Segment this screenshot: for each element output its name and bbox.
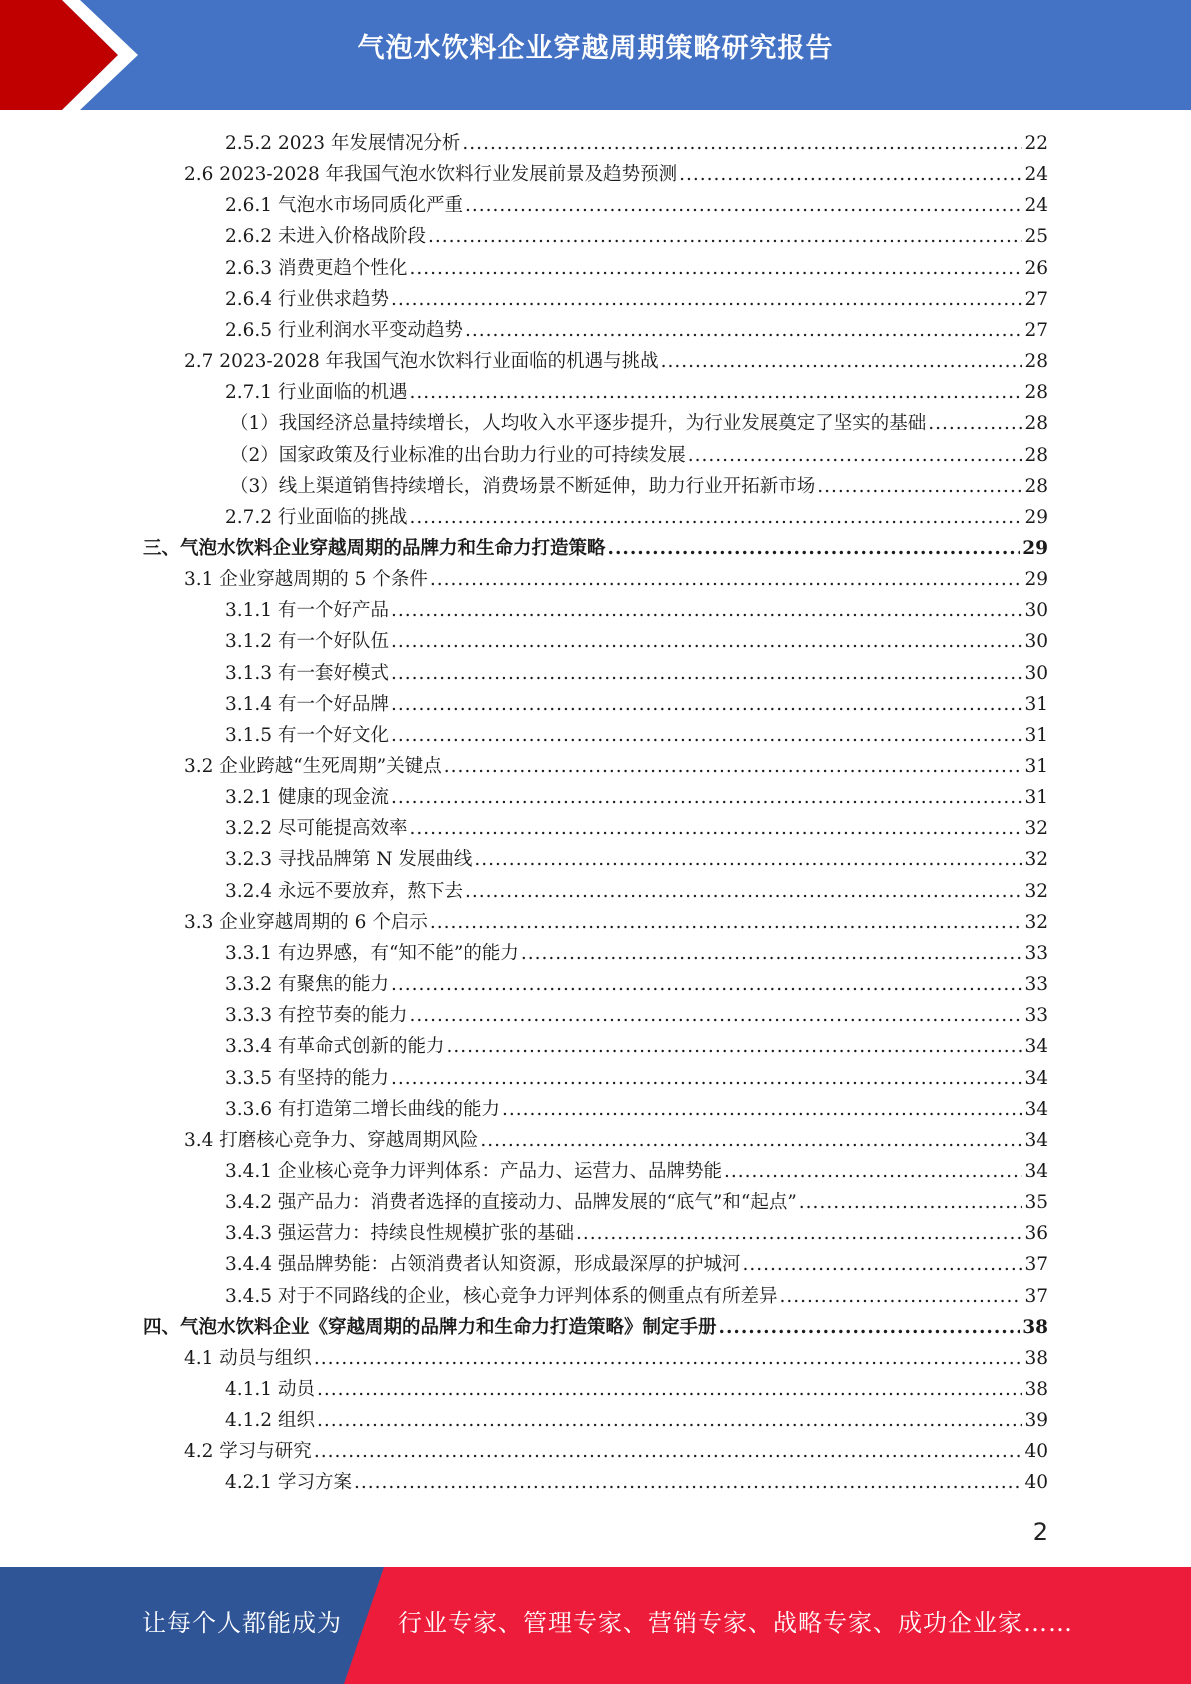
toc-entry-title: 3.3.5 有坚持的能力: [225, 1067, 389, 1089]
toc-entry-page: 27: [1024, 319, 1048, 341]
toc-dot-leader: [679, 159, 1022, 190]
toc-entry[interactable]: [225, 782, 1048, 813]
toc-entry-title: 3.4.2 强产品力：消费者选择的直接动力、品牌发展的“底气”和“起点”: [225, 1192, 797, 1214]
toc-dot-leader: [462, 128, 1022, 159]
toc-entry-page: 31: [1024, 756, 1048, 777]
toc-entry[interactable]: [225, 377, 1048, 408]
toc-dot-leader: [724, 1156, 1022, 1187]
toc-entry-title: （1）我国经济总量持续增长，人均收入水平逐步提升，为行业发展奠定了坚实的基础: [230, 413, 927, 435]
toc-dot-leader: [779, 1281, 1022, 1312]
toc-entry-page: 33: [1024, 942, 1048, 964]
toc-entry-title: 3.2.4 永远不要放弃，熬下去: [225, 880, 463, 902]
toc-entry-title: 3.3.6 有打造第二增长曲线的能力: [225, 1098, 500, 1120]
toc-entry-title: （2）国家政策及行业标准的出台助力行业的可持续发展: [230, 444, 686, 466]
page-footer: [0, 1567, 1191, 1684]
report-title: 气泡水饮料企业穿越周期策略研究报告: [357, 33, 834, 64]
toc-entry[interactable]: [225, 626, 1048, 657]
toc-entry-page: 34: [1024, 1036, 1048, 1058]
toc-dot-leader: [608, 533, 1021, 564]
toc-dot-leader: [391, 1063, 1022, 1094]
toc-entry[interactable]: [225, 689, 1048, 720]
toc-dot-leader: [354, 1467, 1023, 1498]
toc-entry-page: 38: [1024, 1347, 1048, 1369]
toc-entry-page: 27: [1024, 288, 1048, 310]
toc-entry[interactable]: [225, 969, 1048, 1000]
toc-entry-page: 29: [1022, 537, 1048, 559]
toc-entry[interactable]: [225, 1467, 1048, 1498]
toc-entry-title: 2.7 2023-2028 年我国气泡水饮料行业面临的机遇与挑战: [184, 351, 659, 373]
toc-dot-leader: [409, 813, 1022, 844]
toc-dot-leader: [391, 720, 1022, 751]
toc-entry-page: 33: [1024, 974, 1048, 996]
toc-entry-title: 四、气泡水饮料企业《穿越周期的品牌力和生命力打造策略》制定手册: [143, 1316, 717, 1338]
toc-entry-page: 40: [1024, 1441, 1048, 1463]
toc-dot-leader: [465, 315, 1022, 346]
toc-entry-title: 3.1.4 有一个好品牌: [225, 693, 389, 715]
toc-dot-leader: [817, 471, 1022, 502]
toc-entry[interactable]: [184, 564, 1048, 595]
toc-entry-page: 28: [1024, 351, 1048, 373]
toc-entry-title: 3.3 企业穿越周期的 6 个启示: [184, 911, 428, 933]
toc-entry-title: 3.2.1 健康的现金流: [225, 787, 389, 809]
toc-entry[interactable]: [230, 408, 1048, 439]
toc-entry-title: 4.2.1 学习方案: [225, 1472, 352, 1494]
toc-entry-title: 3.4.1 企业核心竞争力评判体系：产品力、运营力、品牌势能: [225, 1160, 722, 1182]
toc-entry-page: 25: [1024, 226, 1048, 248]
toc-entry[interactable]: [184, 907, 1048, 938]
toc-dot-leader: [928, 408, 1022, 439]
toc-entry[interactable]: [225, 221, 1048, 252]
toc-entry-page: 37: [1024, 1254, 1048, 1276]
toc-dot-leader: [391, 595, 1022, 626]
page-number: 2: [1032, 1518, 1048, 1546]
toc-entry-page: 33: [1024, 1005, 1048, 1027]
toc-entry[interactable]: [143, 1312, 1048, 1343]
toc-entry-title: 2.6.3 消费更趋个性化: [225, 257, 408, 279]
toc-dot-leader: [446, 1031, 1022, 1062]
toc-entry[interactable]: [225, 876, 1048, 907]
toc-entry-page: 34: [1024, 1160, 1048, 1182]
toc-entry-title: 2.6.2 未进入价格战阶段: [225, 226, 426, 248]
toc-entry[interactable]: [184, 751, 1048, 782]
toc-entry[interactable]: [225, 1374, 1048, 1405]
footer-slogan-left: 让每个人都能成为: [142, 1609, 342, 1637]
toc-entry-page: 26: [1024, 257, 1048, 279]
toc-entry-title: 2.6.4 行业供求趋势: [225, 288, 389, 310]
toc-entry[interactable]: [225, 844, 1048, 875]
toc-dot-leader: [391, 782, 1022, 813]
toc-entry-title: 3.4.5 对于不同路线的企业，核心竞争力评判体系的侧重点有所差异: [225, 1285, 778, 1307]
toc-entry-page: 30: [1024, 631, 1048, 653]
toc-dot-leader: [521, 938, 1023, 969]
toc-entry-title: 3.3.2 有聚焦的能力: [225, 974, 389, 996]
toc-entry-page: 28: [1024, 475, 1048, 497]
toc-entry-title: 3.3.4 有革命式创新的能力: [225, 1036, 445, 1058]
toc-dot-leader: [576, 1218, 1022, 1249]
toc-entry[interactable]: [184, 1343, 1048, 1374]
toc-entry[interactable]: [225, 253, 1048, 284]
toc-entry[interactable]: [225, 1000, 1048, 1031]
toc-dot-leader: [314, 1343, 1023, 1374]
toc-entry[interactable]: [225, 720, 1048, 751]
toc-entry-page: 40: [1024, 1472, 1048, 1494]
toc-entry[interactable]: [225, 502, 1048, 533]
toc-entry-title: 4.1.2 组织: [225, 1410, 315, 1432]
toc-entry[interactable]: [225, 128, 1048, 159]
toc-entry-page: 24: [1024, 195, 1048, 217]
toc-entry-page: 34: [1024, 1129, 1048, 1151]
toc-entry-title: 3.1.2 有一个好队伍: [225, 631, 389, 653]
toc-dot-leader: [661, 346, 1023, 377]
toc-entry-page: 31: [1024, 693, 1048, 715]
toc-entry[interactable]: [225, 284, 1048, 315]
toc-entry[interactable]: [230, 471, 1048, 502]
toc-entry[interactable]: [225, 1156, 1048, 1187]
toc-entry-title: 4.1.1 动员: [225, 1379, 315, 1400]
toc-entry-page: 28: [1024, 444, 1048, 466]
toc-entry-page: 28: [1024, 382, 1048, 404]
toc-dot-leader: [688, 440, 1023, 471]
toc-entry[interactable]: [225, 813, 1048, 844]
toc-dot-leader: [409, 502, 1022, 533]
toc-entry[interactable]: [225, 938, 1048, 969]
toc-entry-page: 35: [1024, 1192, 1048, 1214]
toc-entry-title: 4.2 学习与研究: [184, 1441, 312, 1463]
toc-entry-title: 3.2 企业跨越“生死周期”关键点: [184, 756, 442, 777]
toc-entry[interactable]: [184, 159, 1048, 190]
toc-entry[interactable]: [225, 1405, 1048, 1436]
toc-dot-leader: [465, 876, 1022, 907]
toc-entry-page: 37: [1024, 1285, 1048, 1307]
toc-entry[interactable]: [143, 533, 1048, 564]
toc-dot-leader: [474, 844, 1022, 875]
toc-entry-page: 30: [1024, 662, 1048, 684]
toc-entry[interactable]: [230, 440, 1048, 471]
toc-entry-page: 29: [1024, 506, 1048, 528]
toc-entry[interactable]: [184, 346, 1048, 377]
toc-dot-leader: [391, 658, 1022, 689]
toc-dot-leader: [719, 1312, 1021, 1343]
toc-entry-page: 38: [1024, 1379, 1048, 1400]
toc-dot-leader: [480, 1125, 1022, 1156]
toc-entry-title: 3.3.1 有边界感，有“知不能”的能力: [225, 942, 519, 964]
footer-slogan-right: 行业专家、管理专家、营销专家、战略专家、成功企业家……: [398, 1609, 1073, 1637]
toc-dot-leader: [409, 1000, 1022, 1031]
toc-dot-leader: [502, 1094, 1022, 1125]
toc-dot-leader: [465, 190, 1022, 221]
toc-entry[interactable]: [225, 1218, 1048, 1249]
toc-entry[interactable]: [184, 1125, 1048, 1156]
toc-entry-title: 2.7.2 行业面临的挑战: [225, 506, 408, 528]
page-header: [0, 0, 1191, 110]
toc-entry-page: 32: [1024, 818, 1048, 840]
toc-dot-leader: [391, 969, 1022, 1000]
toc-entry-title: （3）线上渠道销售持续增长，消费场景不断延伸，助力行业开拓新市场: [230, 475, 816, 497]
toc-entry-page: 34: [1024, 1067, 1048, 1089]
toc-entry[interactable]: [184, 1436, 1048, 1467]
toc-entry-page: 29: [1024, 569, 1048, 591]
toc-entry-page: 24: [1024, 164, 1048, 186]
toc-entry-title: 三、气泡水饮料企业穿越周期的品牌力和生命力打造策略: [143, 537, 606, 559]
toc-entry-page: 34: [1024, 1098, 1048, 1120]
toc-dot-leader: [742, 1249, 1022, 1280]
toc-entry[interactable]: [225, 190, 1048, 221]
toc-dot-leader: [799, 1187, 1023, 1218]
toc-entry[interactable]: [225, 1094, 1048, 1125]
toc-entry-page: 39: [1024, 1410, 1048, 1432]
toc-entry[interactable]: [225, 658, 1048, 689]
toc-dot-leader: [317, 1374, 1023, 1405]
toc-dot-leader: [391, 626, 1022, 657]
toc-entry-title: 3.3.3 有控节奏的能力: [225, 1005, 408, 1027]
toc-entry-title: 3.2.2 尽可能提高效率: [225, 818, 408, 840]
toc-dot-leader: [409, 377, 1022, 408]
toc-entry-page: 31: [1024, 724, 1048, 746]
toc-entry-page: 32: [1024, 849, 1048, 871]
toc-entry-title: 2.6.1 气泡水市场同质化严重: [225, 195, 463, 217]
toc-entry[interactable]: [225, 1031, 1048, 1062]
toc-entry-title: 2.7.1 行业面临的机遇: [225, 382, 408, 404]
toc-entry[interactable]: [225, 1187, 1048, 1218]
toc-dot-leader: [317, 1405, 1023, 1436]
toc-entry-title: 3.1.3 有一套好模式: [225, 662, 389, 684]
toc-entry[interactable]: [225, 1249, 1048, 1280]
toc-entry-title: 3.4 打磨核心竞争力、穿越周期风险: [184, 1129, 479, 1151]
toc-entry-page: 28: [1024, 413, 1048, 435]
toc-entry-title: 4.1 动员与组织: [184, 1347, 312, 1369]
toc-dot-leader: [391, 284, 1022, 315]
toc-entry-page: 36: [1024, 1223, 1048, 1245]
toc-entry-page: 38: [1022, 1316, 1048, 1338]
toc-entry[interactable]: [225, 595, 1048, 626]
toc-entry[interactable]: [225, 1281, 1048, 1312]
toc-entry[interactable]: [225, 315, 1048, 346]
toc-entry[interactable]: [225, 1063, 1048, 1094]
toc-entry-title: 3.2.3 寻找品牌第 N 发展曲线: [225, 849, 473, 871]
toc-entry-page: 32: [1024, 911, 1048, 933]
toc-entry-title: 2.6.5 行业利润水平变动趋势: [225, 319, 463, 341]
toc-dot-leader: [430, 907, 1023, 938]
toc-entry-page: 22: [1024, 133, 1048, 154]
toc-entry-title: 3.4.4 强品牌势能：占领消费者认知资源，形成最深厚的护城河: [225, 1254, 741, 1276]
toc-entry-page: 32: [1024, 880, 1048, 902]
toc-dot-leader: [444, 751, 1023, 782]
toc-dot-leader: [409, 253, 1022, 284]
toc-dot-leader: [428, 221, 1022, 252]
toc-entry-title: 2.5.2 2023 年发展情况分析: [225, 133, 461, 154]
toc-entry-title: 3.1.1 有一个好产品: [225, 600, 389, 622]
toc-entry-title: 3.1 企业穿越周期的 5 个条件: [184, 569, 428, 591]
toc-entry-title: 2.6 2023-2028 年我国气泡水饮料行业发展前景及趋势预测: [184, 164, 678, 186]
toc-entry-title: 3.1.5 有一个好文化: [225, 724, 389, 746]
toc-dot-leader: [430, 564, 1023, 595]
toc-dot-leader: [391, 689, 1022, 720]
toc-dot-leader: [314, 1436, 1023, 1467]
toc-entry-title: 3.4.3 强运营力：持续良性规模扩张的基础: [225, 1223, 574, 1245]
toc-entry-page: 30: [1024, 600, 1048, 622]
toc-entry-page: 31: [1024, 787, 1048, 809]
